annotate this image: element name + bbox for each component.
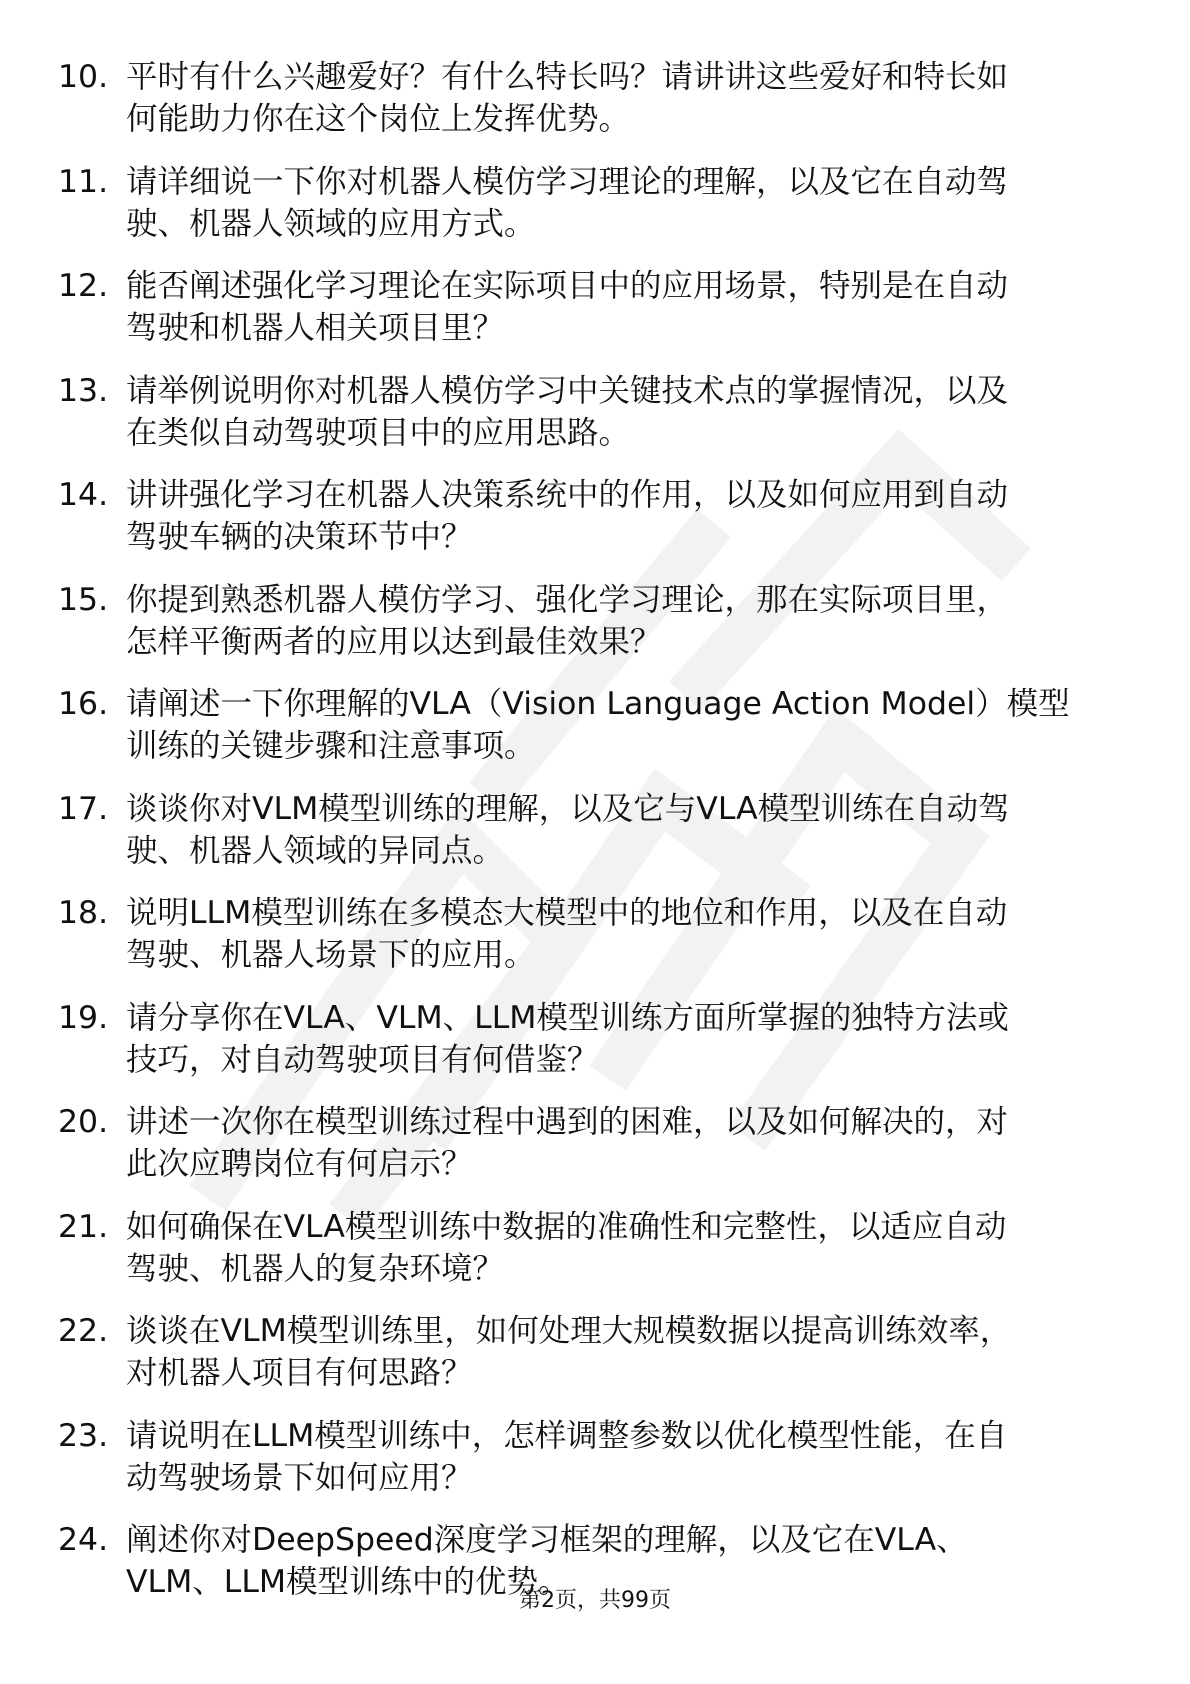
question-number: 16.	[58, 686, 109, 722]
question-text-line: 训练的关键步骤和注意事项。	[126, 728, 536, 764]
question-item	[58, 997, 1138, 1081]
question-item	[58, 1206, 1138, 1290]
question-number: 13.	[58, 372, 109, 409]
question-text-line: 驶、机器人领域的异同点。	[126, 832, 505, 869]
question-number: 22.	[58, 1313, 109, 1349]
question-list	[58, 56, 1138, 1624]
question-item	[58, 892, 1138, 976]
question-text-line: 你提到熟悉机器人模仿学习、强化学习理论，那在实际项目里，	[126, 581, 1009, 618]
question-number: 18.	[58, 895, 109, 931]
question-text-line: 谈谈你对VLM模型训练的理解，以及它与VLA模型训练在自动驾	[126, 790, 1010, 827]
question-item	[58, 1310, 1138, 1394]
question-number: 20.	[58, 1104, 109, 1140]
question-number: 15.	[58, 581, 109, 618]
question-item	[58, 265, 1138, 349]
question-item	[58, 56, 1138, 140]
question-text-line: 请分享你在VLA、VLM、LLM模型训练方面所掌握的独特方法或	[126, 999, 1009, 1036]
question-text-line: 驾驶和机器人相关项目里？	[126, 310, 505, 346]
question-text-line: 对机器人项目有何思路？	[126, 1355, 473, 1391]
question-number: 21.	[58, 1208, 109, 1245]
question-text-line: 平时有什么兴趣爱好？有什么特长吗？请讲讲这些爱好和特长如	[126, 59, 1009, 95]
question-item	[58, 683, 1138, 767]
question-text-line: VLM、LLM模型训练中的优势。	[126, 1564, 570, 1600]
question-number: 17.	[58, 790, 109, 827]
question-text-line: 请说明在LLM模型训练中，怎样调整参数以优化模型性能，在自	[126, 1417, 1008, 1454]
question-text-line: 驶、机器人领域的应用方式。	[126, 205, 536, 242]
question-text-line: 请举例说明你对机器人模仿学习中关键技术点的掌握情况，以及	[126, 372, 1009, 409]
question-text-line: 怎样平衡两者的应用以达到最佳效果？	[126, 623, 662, 660]
question-text-line: 阐述你对DeepSpeed深度学习框架的理解，以及它在VLA、	[126, 1522, 968, 1558]
question-number: 24.	[58, 1522, 109, 1558]
question-number: 23.	[58, 1417, 109, 1454]
question-text-line: 如何确保在VLA模型训练中数据的准确性和完整性，以适应自动	[126, 1208, 1007, 1245]
question-item	[58, 1415, 1138, 1499]
question-text-line: 请阐述一下你理解的VLA（Vision Language Action Model）模型	[126, 686, 1070, 722]
question-text-line: 驾驶车辆的决策环节中？	[126, 519, 473, 555]
question-text-line: 讲讲强化学习在机器人决策系统中的作用，以及如何应用到自动	[126, 477, 1009, 513]
question-item	[58, 161, 1138, 245]
question-number: 12.	[58, 268, 109, 304]
question-text-line: 驾驶、机器人的复杂环境？	[126, 1250, 505, 1287]
question-number: 14.	[58, 477, 109, 513]
question-text-line: 动驾驶场景下如何应用？	[126, 1459, 473, 1496]
question-text-line: 驾驶、机器人场景下的应用。	[126, 937, 536, 973]
question-text-line: 何能助力你在这个岗位上发挥优势。	[126, 101, 631, 137]
page-footer: 第2页，共99页	[519, 1588, 671, 1613]
question-text-line: 能否阐述强化学习理论在实际项目中的应用场景，特别是在自动	[126, 268, 1009, 304]
question-text-line: 此次应聘岗位有何启示？	[126, 1146, 473, 1182]
question-text-line: 说明LLM模型训练在多模态大模型中的地位和作用，以及在自动	[126, 895, 1008, 931]
question-item	[58, 370, 1138, 454]
question-item	[58, 1101, 1138, 1185]
question-text-line: 讲述一次你在模型训练过程中遇到的困难，以及如何解决的，对	[126, 1104, 1009, 1140]
question-text-line: 技巧，对自动驾驶项目有何借鉴？	[126, 1041, 599, 1078]
question-item	[58, 788, 1138, 872]
question-item	[58, 579, 1138, 663]
question-number: 11.	[58, 163, 109, 200]
question-text-line: 在类似自动驾驶项目中的应用思路。	[126, 414, 631, 451]
question-number: 10.	[58, 59, 109, 95]
question-text-line: 请详细说一下你对机器人模仿学习理论的理解，以及它在自动驾	[126, 163, 1009, 200]
question-text-line: 谈谈在VLM模型训练里，如何处理大规模数据以提高训练效率，	[126, 1313, 1012, 1349]
question-item	[58, 474, 1138, 558]
question-number: 19.	[58, 999, 109, 1036]
